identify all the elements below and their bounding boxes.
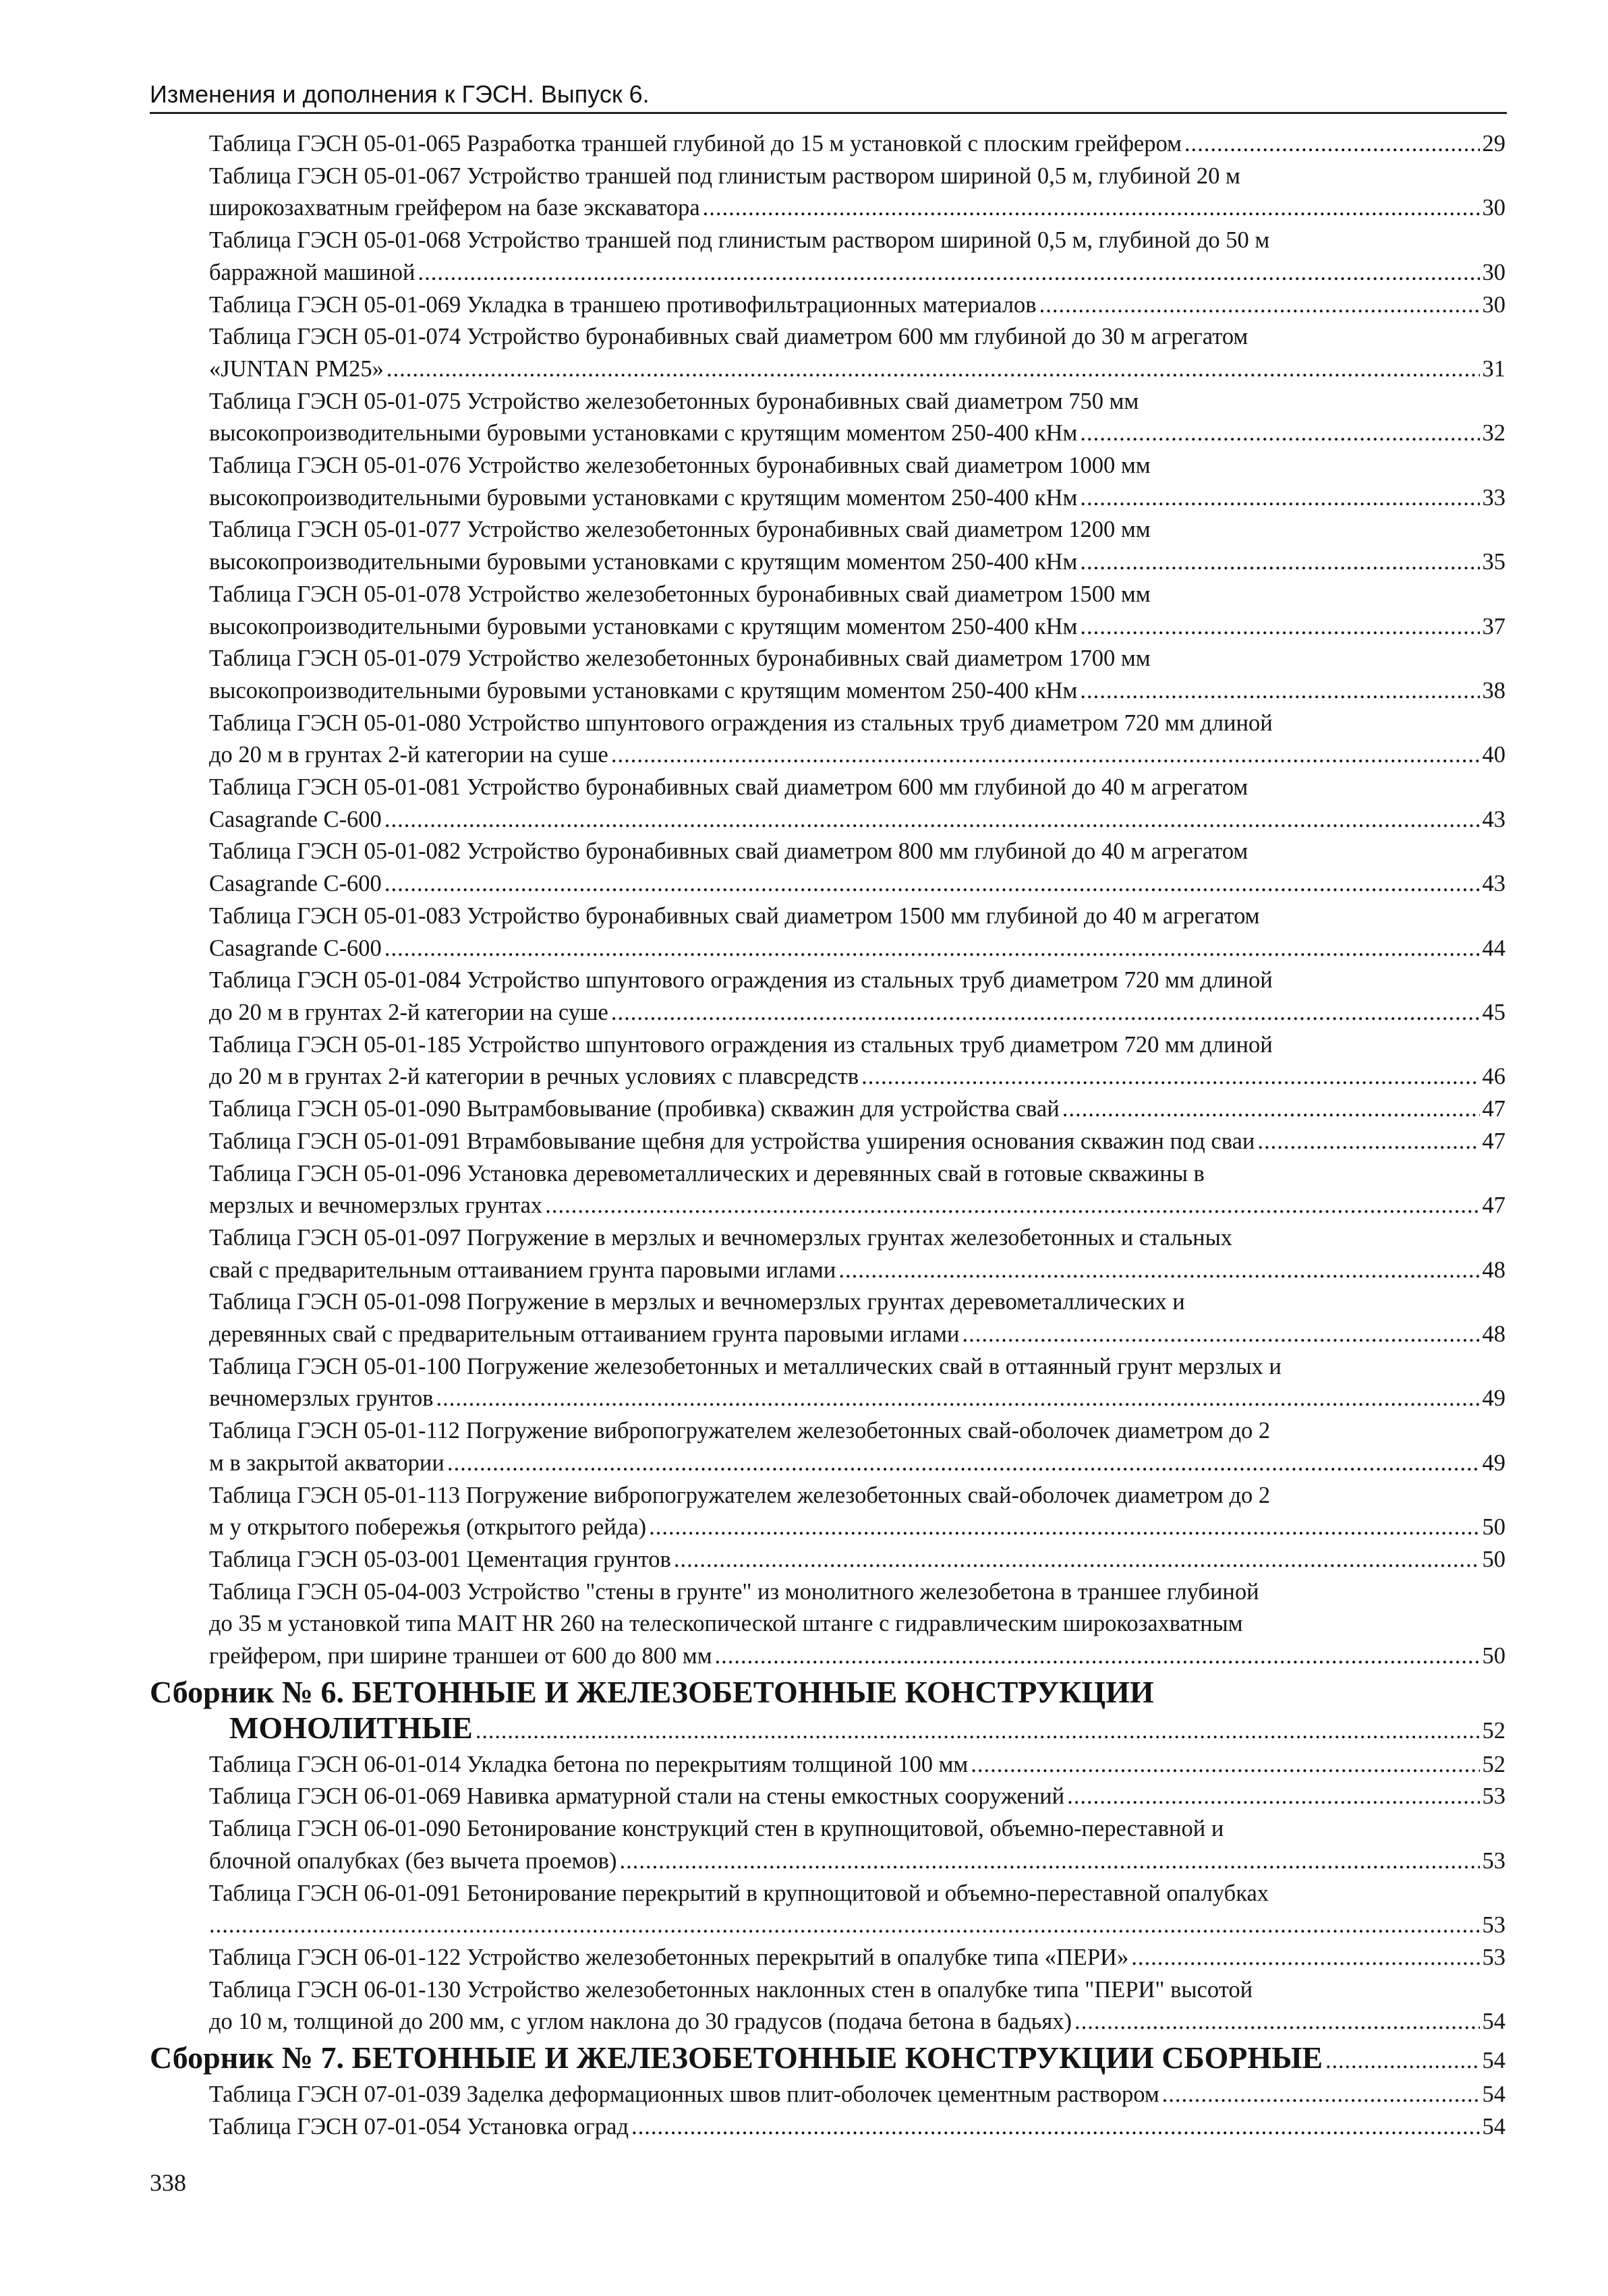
- toc-line-with-leader: [209, 1383, 1505, 1415]
- toc-page-number: 50: [1482, 1514, 1505, 1541]
- toc-text: до 20 м в грунтах 2-й категории на суше: [209, 742, 608, 768]
- toc-text: мерзлых и вечномерзлых грунтах: [209, 1193, 543, 1219]
- toc-text: Таблица ГЭСН 05-01-097 Погружение в мерзлых и вечномерзлых грунтах железобетонных и стальных: [209, 1224, 1233, 1251]
- toc-line-with-leader: [150, 2040, 1505, 2079]
- dot-leader: [674, 1544, 1480, 1576]
- toc-page-number: 33: [1482, 484, 1505, 511]
- toc-page-number: 50: [1482, 1546, 1505, 1572]
- toc-line-with-leader: [209, 1190, 1505, 1222]
- toc-page-number: 54: [1482, 2009, 1505, 2035]
- toc-line-with-leader: [209, 546, 1505, 579]
- toc-text: Таблица ГЭСН 05-01-112 Погружение вибропогружателем железобетонных свай-оболочек диаметром до 2: [209, 1418, 1271, 1444]
- toc-entry: [150, 1415, 1505, 1479]
- toc-entry: [150, 1286, 1505, 1350]
- toc-entry: [150, 708, 1505, 772]
- dot-leader: [1257, 1126, 1479, 1158]
- dot-leader: [971, 1749, 1479, 1781]
- dot-leader: [1131, 1942, 1479, 1974]
- toc-entry: [150, 2079, 1505, 2111]
- toc-line-with-leader: [209, 1942, 1505, 1974]
- toc-entry: [150, 1544, 1505, 1576]
- toc-line-with-leader: [209, 2006, 1505, 2038]
- dot-leader: [1074, 2006, 1480, 2038]
- dot-leader: [1067, 1781, 1479, 1813]
- toc-entry: [150, 1029, 1505, 1093]
- toc-page-number: 30: [1482, 259, 1505, 285]
- toc-line-with-leader: [209, 1749, 1505, 1781]
- toc-line-with-leader: [209, 257, 1505, 289]
- dot-leader: [1184, 128, 1480, 161]
- dot-leader: [838, 1255, 1479, 1287]
- toc-page-number: 43: [1482, 806, 1505, 832]
- toc-text: Таблица ГЭСН 07-01-054 Установка оград: [209, 2113, 629, 2140]
- toc-line-with-leader: [209, 1544, 1505, 1576]
- toc-entry: [150, 772, 1505, 836]
- toc-text: Таблица ГЭСН 06-01-130 Устройство железобетонных наклонных стен в опалубке типа "ПЕРИ" высотой: [209, 1976, 1253, 2003]
- toc-page-number: 48: [1482, 1257, 1505, 1283]
- toc-page-number: 45: [1482, 999, 1505, 1025]
- toc-text: Таблица ГЭСН 07-01-039 Заделка деформационных швов плит-оболочек цементным раствором: [209, 2082, 1159, 2108]
- toc-page-number: 46: [1482, 1064, 1505, 1090]
- toc-text: Таблица ГЭСН 06-01-122 Устройство железобетонных перекрытий в опалубке типа «ПЕРИ»: [209, 1944, 1129, 1970]
- toc-text: Таблица ГЭСН 05-04-003 Устройство "стены в грунте" из монолитного железобетона в траншее глубиной: [209, 1578, 1259, 1605]
- dot-leader: [962, 1319, 1479, 1351]
- toc-text: Таблица ГЭСН 05-01-076 Устройство железобетонных буронабивных свай диаметром 1000 мм: [209, 453, 1151, 479]
- toc-entry: [150, 225, 1505, 289]
- toc-entry: [150, 579, 1505, 643]
- toc-text: Таблица ГЭСН 05-01-100 Погружение железобетонных и металлических свай в оттаянный грунт мерзлых и: [209, 1353, 1282, 1379]
- toc-text: Таблица ГЭСН 05-01-074 Устройство буронабивных свай диаметром 600 мм глубиной до 30 м агрегатом: [209, 324, 1248, 350]
- toc-text: до 35 м установкой типа MAIT HR 260 на телескопической штанге с гидравлическим широкозахватным: [209, 1611, 1243, 1637]
- toc-entry: [150, 1974, 1505, 2038]
- toc-page-number: 40: [1482, 742, 1505, 768]
- toc-line-with-leader: [209, 1255, 1505, 1287]
- toc-line-with-leader: [209, 1319, 1505, 1351]
- dot-leader: [545, 1190, 1479, 1222]
- toc-entry: [150, 1781, 1505, 1813]
- toc-text: Таблица ГЭСН 06-01-090 Бетонирование конструкций стен в крупнощитовой, объемно-переставной и: [209, 1816, 1224, 1842]
- toc-text: «JUNTAN PM25»: [209, 355, 384, 382]
- toc-line-with-leader: [209, 933, 1505, 965]
- toc-text: высокопроизводительными буровыми установками с крутящим моментом 250-400 кНм: [209, 420, 1078, 447]
- toc-line-with-leader: [209, 1910, 1505, 1942]
- dot-leader: [384, 868, 1480, 900]
- toc-line-with-leader: [209, 1640, 1505, 1673]
- toc-page-number: 37: [1482, 613, 1505, 639]
- toc-entry: [150, 1576, 1505, 1673]
- toc-line-with-leader: [209, 192, 1505, 225]
- toc-entry: [150, 1749, 1505, 1781]
- toc-entry: [150, 2111, 1505, 2144]
- toc-line-with-leader: [209, 353, 1505, 386]
- toc-page-number: 30: [1482, 291, 1505, 318]
- toc-line-with-leader: [209, 868, 1505, 900]
- toc-entry: [150, 1878, 1505, 1942]
- dot-leader: [386, 353, 1480, 386]
- toc-text: вечномерзлых грунтов: [209, 1385, 434, 1412]
- dot-leader: [1080, 482, 1479, 515]
- toc-section: [150, 2040, 1505, 2079]
- toc-page-number: 53: [1482, 1912, 1505, 1939]
- dot-leader: [476, 1713, 1480, 1749]
- toc-text: Таблица ГЭСН 05-01-113 Погружение вибропогружателем железобетонных свай-оболочек диаметром до 2: [209, 1482, 1271, 1508]
- dot-leader: [209, 1910, 1480, 1942]
- toc-entry: [150, 1222, 1505, 1286]
- toc-text: Casagrande С-600: [209, 935, 382, 961]
- dot-leader: [418, 257, 1479, 289]
- toc-text: Таблица ГЭСН 05-01-075 Устройство железобетонных буронабивных свай диаметром 750 мм: [209, 388, 1139, 414]
- toc-text: м у открытого побережья (открытого рейда): [209, 1514, 647, 1541]
- toc-entry: [150, 289, 1505, 322]
- toc-page-number: 54: [1482, 2048, 1505, 2074]
- toc-line-with-leader: [209, 289, 1505, 322]
- toc-page-number: 38: [1482, 677, 1505, 704]
- dot-leader: [1080, 546, 1479, 579]
- toc-text: Таблица ГЭСН 05-01-067 Устройство траншей под глинистым раствором шириной 0,5 м, глубиной 20 м: [209, 163, 1240, 189]
- toc-line-with-leader: [209, 611, 1505, 643]
- toc-text: Сборник № 7. БЕТОННЫЕ И ЖЕЛЕЗОБЕТОННЫЕ КОНСТРУКЦИИ СБОРНЫЕ: [150, 2040, 1323, 2075]
- toc-text: Таблица ГЭСН 05-01-078 Устройство железобетонных буронабивных свай диаметром 1500 мм: [209, 581, 1151, 607]
- toc-text: блочной опалубках (без вычета проемов): [209, 1847, 617, 1874]
- toc-text: Casagrande С-600: [209, 806, 382, 832]
- toc-text: высокопроизводительными буровыми установками с крутящим моментом 250-400 кНм: [209, 613, 1078, 639]
- toc-page-number: 53: [1482, 1847, 1505, 1874]
- toc-text: до 10 м, толщиной до 200 мм, с углом наклона до 30 градусов (подача бетона в бадьях): [209, 2009, 1072, 2035]
- toc-text: свай с предварительным оттаиванием грунта паровыми иглами: [209, 1257, 836, 1283]
- toc-page-number: 48: [1482, 1321, 1505, 1348]
- toc-text: высокопроизводительными буровыми установками с крутящим моментом 250-400 кНм: [209, 677, 1078, 704]
- toc-page-number: 47: [1482, 1193, 1505, 1219]
- toc-text: грейфером, при ширине траншеи от 600 до 800 мм: [209, 1643, 712, 1669]
- toc-text: Таблица ГЭСН 05-01-065 Разработка траншей глубиной до 15 м установкой с плоским грейфером: [209, 131, 1182, 156]
- toc-text: Таблица ГЭСН 05-01-077 Устройство железобетонных буронабивных свай диаметром 1200 мм: [209, 517, 1151, 543]
- toc-page-number: 47: [1482, 1128, 1505, 1154]
- toc-line-with-leader: [209, 997, 1505, 1029]
- dot-leader: [447, 1447, 1480, 1480]
- dot-leader: [611, 997, 1480, 1029]
- toc-line-with-leader: [209, 1512, 1505, 1544]
- toc-entry: [150, 1093, 1505, 1126]
- toc-text: Таблица ГЭСН 05-03-001 Цементация грунтов: [209, 1546, 671, 1572]
- dot-leader: [649, 1512, 1479, 1544]
- toc-entry: [150, 643, 1505, 707]
- dot-leader: [1039, 289, 1480, 322]
- dot-leader: [619, 1845, 1479, 1878]
- toc-text: Таблица ГЭСН 05-01-098 Погружение в мерзлых и вечномерзлых грунтах деревометаллических и: [209, 1289, 1185, 1315]
- toc-line-with-leader: [209, 1126, 1505, 1158]
- toc-line-with-leader: [209, 2079, 1505, 2111]
- toc-entry: [150, 1942, 1505, 1974]
- toc-section: [150, 1674, 1505, 1749]
- toc-page-number: 52: [1482, 1751, 1505, 1777]
- toc-text: Таблица ГЭСН 05-01-079 Устройство железобетонных буронабивных свай диаметром 1700 мм: [209, 645, 1151, 672]
- toc-line-with-leader: [209, 675, 1505, 708]
- toc-text: Сборник № 6. БЕТОННЫЕ И ЖЕЛЕЗОБЕТОННЫЕ КОНСТРУКЦИИ: [150, 1674, 1154, 1709]
- toc-entry: [150, 1813, 1505, 1877]
- toc-text: до 20 м в грунтах 2-й категории на суше: [209, 999, 608, 1025]
- toc-entry: [150, 321, 1505, 385]
- toc-entry: [150, 128, 1505, 161]
- toc-entry: [150, 836, 1505, 900]
- toc-text: Таблица ГЭСН 06-01-091 Бетонирование перекрытий в крупнощитовой и объемно-переставной опалубках: [209, 1880, 1269, 1906]
- toc-entry: [150, 1480, 1505, 1544]
- toc-line-with-leader: [150, 1710, 1505, 1749]
- table-of-contents: [150, 128, 1505, 2143]
- toc-entry: [150, 450, 1505, 514]
- toc-text: м в закрытой акватории: [209, 1450, 444, 1476]
- toc-page-number: 29: [1482, 131, 1505, 156]
- toc-text: Таблица ГЭСН 05-01-091 Втрамбовывание щебня для устройства уширения основания скважин под сваи: [209, 1128, 1255, 1154]
- toc-text: Таблица ГЭСН 05-01-096 Установка деревометаллических и деревянных свай в готовые скважины в: [209, 1160, 1205, 1186]
- toc-entry: [150, 161, 1505, 225]
- dot-leader: [631, 2111, 1479, 2144]
- toc-line-with-leader: [209, 1447, 1505, 1480]
- toc-text: Таблица ГЭСН 05-01-068 Устройство траншей под глинистым раствором шириной 0,5 м, глубиной до 50 м: [209, 227, 1270, 254]
- dot-leader: [715, 1640, 1480, 1673]
- toc-page-number: 32: [1482, 420, 1505, 447]
- toc-line-with-leader: [209, 482, 1505, 515]
- page-number: 338: [150, 2169, 186, 2196]
- toc-text: Таблица ГЭСН 05-01-185 Устройство шпунтового ограждения из стальных труб диаметром 720 мм длиной: [209, 1031, 1273, 1058]
- toc-page-number: 53: [1482, 1783, 1505, 1810]
- toc-text: высокопроизводительными буровыми установками с крутящим моментом 250-400 кНм: [209, 549, 1078, 575]
- toc-line-with-leader: [209, 1781, 1505, 1813]
- dot-leader: [436, 1383, 1479, 1415]
- toc-entry: [150, 514, 1505, 578]
- toc-page-number: 44: [1482, 935, 1505, 961]
- dot-leader: [1080, 675, 1479, 708]
- dot-leader: [1325, 2043, 1479, 2079]
- toc-text: до 20 м в грунтах 2-й категории в речных условиях с плавсредств: [209, 1064, 859, 1090]
- dot-leader: [384, 933, 1480, 965]
- toc-text: Casagrande С-600: [209, 871, 382, 897]
- toc-text: Таблица ГЭСН 05-01-090 Вытрамбовывание (пробивка) скважин для устройства свай: [209, 1096, 1060, 1122]
- dot-leader: [1062, 1093, 1480, 1126]
- toc-page-number: 31: [1482, 355, 1505, 382]
- dot-leader: [1080, 611, 1479, 643]
- toc-page-number: 49: [1482, 1385, 1505, 1412]
- toc-page-number: 50: [1482, 1643, 1505, 1669]
- toc-line-with-leader: [209, 739, 1505, 772]
- toc-line-with-leader: [209, 2111, 1505, 2144]
- dot-leader: [703, 192, 1480, 225]
- toc-line-with-leader: [209, 1845, 1505, 1878]
- toc-text: деревянных свай с предварительным оттаиванием грунта паровыми иглами: [209, 1321, 960, 1348]
- toc-line-with-leader: [209, 128, 1505, 161]
- toc-text: Таблица ГЭСН 05-01-081 Устройство буронабивных свай диаметром 600 мм глубиной до 40 м агрегатом: [209, 774, 1248, 801]
- dot-leader: [384, 804, 1480, 836]
- toc-entry: [150, 386, 1505, 450]
- toc-text: Таблица ГЭСН 06-01-014 Укладка бетона по перекрытиям толщиной 100 мм: [209, 1751, 969, 1777]
- toc-text: широкозахватным грейфером на базе экскаватора: [209, 195, 700, 221]
- toc-page-number: 54: [1482, 2113, 1505, 2140]
- toc-text: барражной машиной: [209, 259, 415, 285]
- toc-entry: [150, 1351, 1505, 1415]
- toc-page-number: 30: [1482, 195, 1505, 221]
- toc-text: Таблица ГЭСН 05-01-084 Устройство шпунтового ограждения из стальных труб диаметром 720 мм длиной: [209, 967, 1273, 994]
- toc-entry: [150, 900, 1505, 965]
- toc-text: Таблица ГЭСН 06-01-069 Навивка арматурной стали на стены емкостных сооружений: [209, 1783, 1065, 1810]
- toc-line-with-leader: [209, 1061, 1505, 1093]
- toc-text: высокопроизводительными буровыми установками с крутящим моментом 250-400 кНм: [209, 484, 1078, 511]
- toc-page-number: 52: [1482, 1717, 1505, 1744]
- toc-text: МОНОЛИТНЫЕ: [229, 1710, 473, 1745]
- toc-text: Таблица ГЭСН 05-01-083 Устройство буронабивных свай диаметром 1500 мм глубиной до 40 м агрегатом: [209, 902, 1260, 929]
- toc-text: Таблица ГЭСН 05-01-069 Укладка в траншею противофильтрационных материалов: [209, 291, 1037, 318]
- toc-page-number: 49: [1482, 1450, 1505, 1476]
- toc-page-number: 54: [1482, 2082, 1505, 2108]
- toc-entry: [150, 1158, 1505, 1222]
- toc-page-number: 47: [1482, 1096, 1505, 1122]
- toc-line-with-leader: [209, 804, 1505, 836]
- toc-page-number: 43: [1482, 871, 1505, 897]
- toc-entry: [150, 965, 1505, 1029]
- running-header: Изменения и дополнения к ГЭСН. Выпуск 6.: [150, 80, 1507, 114]
- toc-line-with-leader: [209, 418, 1505, 450]
- toc-text: Таблица ГЭСН 05-01-082 Устройство буронабивных свай диаметром 800 мм глубиной до 40 м агрегатом: [209, 838, 1248, 865]
- dot-leader: [1162, 2079, 1480, 2111]
- dot-leader: [611, 739, 1480, 772]
- dot-leader: [1080, 418, 1479, 450]
- toc-line-with-leader: [209, 1093, 1505, 1126]
- toc-page-number: 53: [1482, 1944, 1505, 1970]
- dot-leader: [861, 1061, 1479, 1093]
- toc-entry: [150, 1126, 1505, 1158]
- toc-page-number: 35: [1482, 549, 1505, 575]
- toc-text: Таблица ГЭСН 05-01-080 Устройство шпунтового ограждения из стальных труб диаметром 720 мм длиной: [209, 710, 1273, 736]
